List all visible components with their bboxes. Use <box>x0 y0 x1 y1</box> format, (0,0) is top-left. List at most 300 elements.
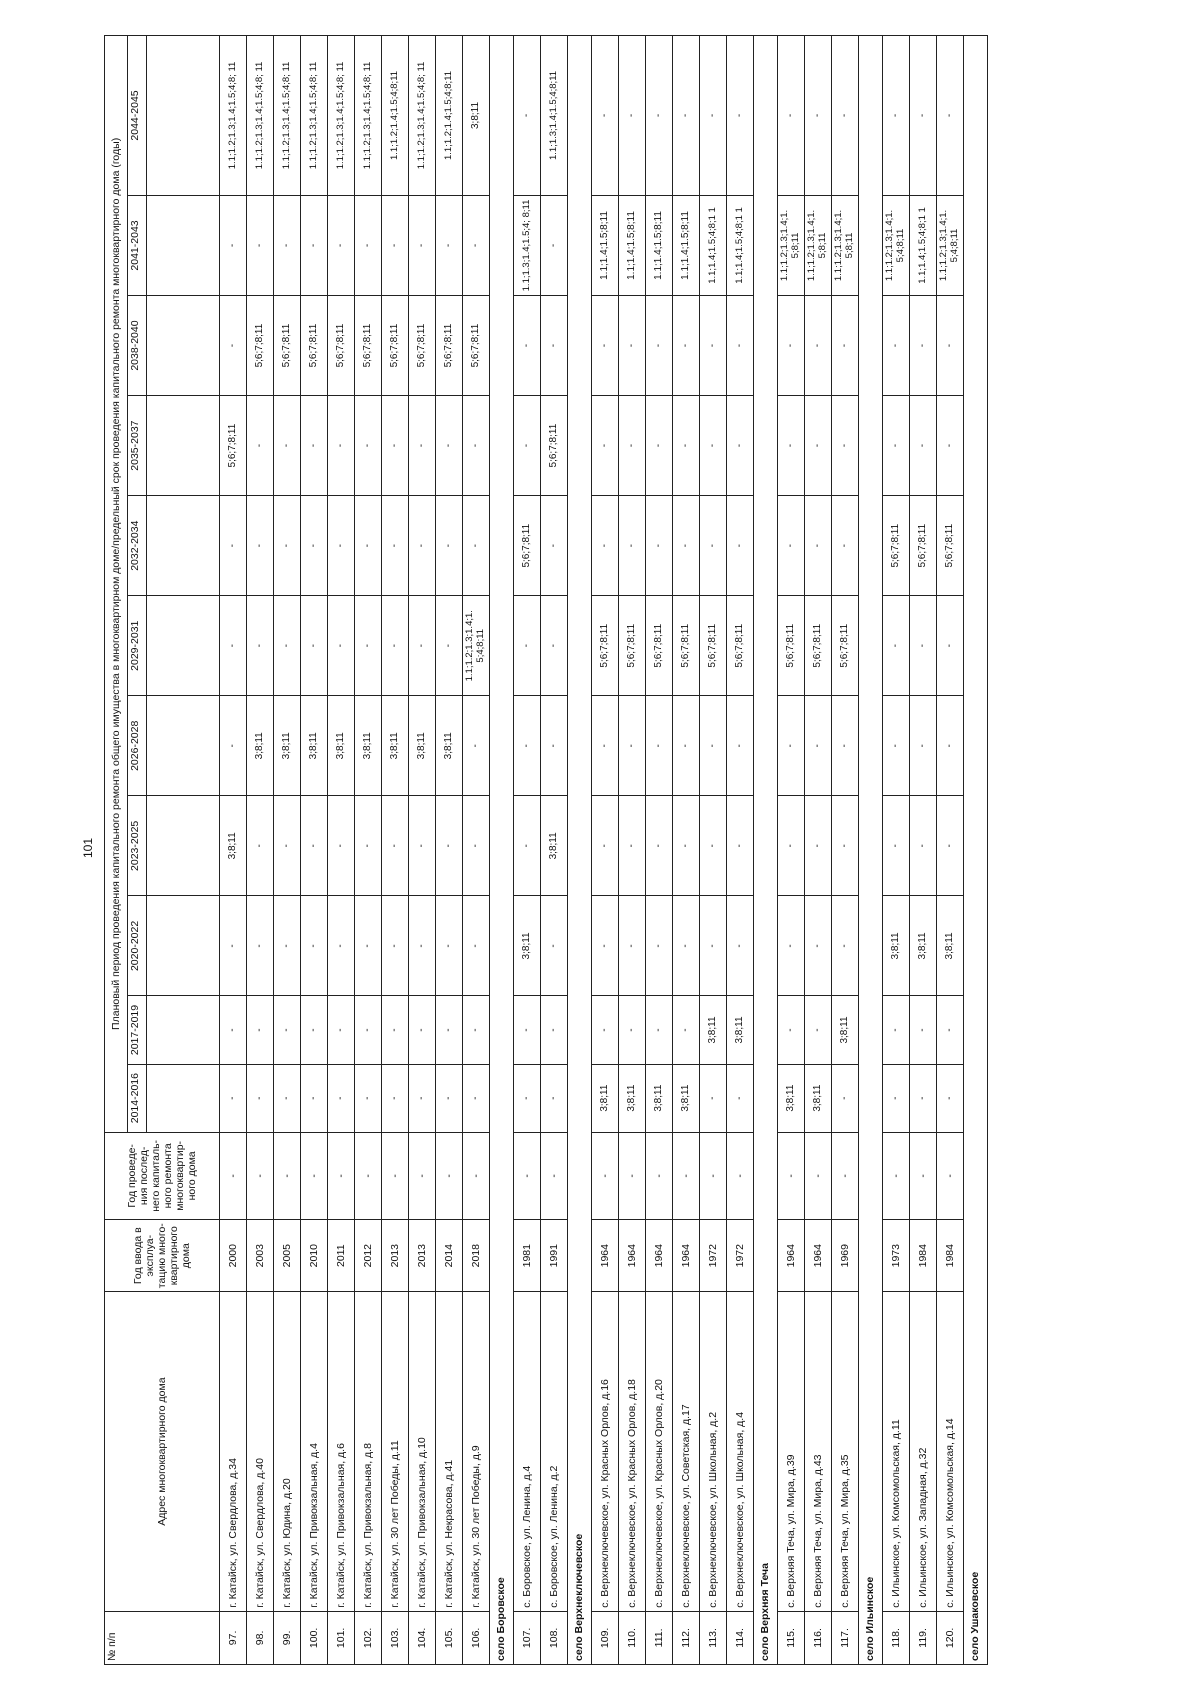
row-number: 108. <box>541 1611 568 1664</box>
row-address: г. Катайск, ул. Свердлова, д.34 <box>220 1292 247 1611</box>
row-period-cell: - <box>463 1064 490 1132</box>
row-period-cell: 1.1;1.3;1.4;1.5;4;8;11 <box>541 36 568 196</box>
row-year-last-repair: - <box>301 1132 328 1219</box>
row-period-cell: - <box>220 896 247 996</box>
row-period-cell: 3;8;11 <box>436 696 463 796</box>
row-period-cell: - <box>673 36 700 196</box>
row-period-cell: - <box>463 696 490 796</box>
row-year-commission: 1972 <box>727 1220 754 1292</box>
row-year-commission: 2014 <box>436 1220 463 1292</box>
row-period-cell: - <box>274 996 301 1064</box>
row-period-cell: - <box>673 396 700 496</box>
row-period-cell: - <box>832 36 859 196</box>
row-period-cell: - <box>301 195 328 295</box>
row-period-cell: 3;8;11 <box>619 1064 646 1132</box>
row-year-commission: 1973 <box>883 1220 910 1292</box>
row-period-cell: - <box>541 296 568 396</box>
row-period-cell: - <box>382 796 409 896</box>
row-period-cell: 3;8;11 <box>220 796 247 896</box>
row-period-cell: - <box>514 1064 541 1132</box>
row-period-cell: 1.1;1.2;1.4;1.5;4;8;11 <box>436 36 463 196</box>
row-period-cell: - <box>883 696 910 796</box>
row-year-commission: 1964 <box>778 1220 805 1292</box>
row-period-cell: 3;8;11 <box>646 1064 673 1132</box>
row-period-cell: 3;8;11 <box>274 696 301 796</box>
row-number: 98. <box>247 1611 274 1664</box>
row-period-cell: - <box>274 396 301 496</box>
row-period-cell: 5;6;7;8;11 <box>673 596 700 696</box>
row-period-cell: - <box>592 296 619 396</box>
section-row <box>490 36 514 1665</box>
row-year-commission: 1964 <box>619 1220 646 1292</box>
row-period-cell: - <box>301 596 328 696</box>
row-period-cell: - <box>778 36 805 196</box>
row-period-cell: - <box>700 496 727 596</box>
section-row <box>568 36 592 1665</box>
header-period: 2029-2031 <box>128 596 147 696</box>
row-year-commission: 1969 <box>832 1220 859 1292</box>
row-period-cell: - <box>514 996 541 1064</box>
row-number: 119. <box>910 1611 937 1664</box>
table-row <box>301 36 328 1665</box>
row-period-cell: - <box>436 996 463 1064</box>
row-period-cell: - <box>220 996 247 1064</box>
row-period-cell: - <box>673 896 700 996</box>
row-year-last-repair: - <box>646 1132 673 1219</box>
row-period-cell: - <box>355 1064 382 1132</box>
row-year-last-repair: - <box>619 1132 646 1219</box>
row-period-cell: - <box>274 796 301 896</box>
row-period-cell: 3;8;11 <box>778 1064 805 1132</box>
row-period-cell: - <box>514 596 541 696</box>
row-period-cell: - <box>673 696 700 796</box>
row-year-last-repair: - <box>910 1132 937 1219</box>
row-period-cell: 1.1;1.2;1.3;1.4;1.5;4;8; 11 <box>301 36 328 196</box>
row-period-cell: - <box>220 696 247 796</box>
table-row <box>619 36 646 1665</box>
table-row <box>247 36 274 1665</box>
row-period-cell: 1.1;1.4;1.5;8;11 <box>592 195 619 295</box>
row-period-cell: - <box>673 796 700 896</box>
row-period-cell: - <box>220 496 247 596</box>
row-period-cell: 3;8;11 <box>463 36 490 196</box>
row-address: с. Верхнеключевское, ул. Школьная, д.2 <box>700 1292 727 1611</box>
row-number: 114. <box>727 1611 754 1664</box>
row-year-last-repair: - <box>514 1132 541 1219</box>
row-period-cell: 1.1;1.4;1.5;4;8;1 1 <box>910 195 937 295</box>
row-address: г. Катайск, ул. Юдина, д.20 <box>274 1292 301 1611</box>
row-period-cell: 1.1;1.2;1.3;1.4;1. 5;4;8;11 <box>937 195 964 295</box>
row-period-cell: - <box>910 296 937 396</box>
row-period-cell: - <box>409 996 436 1064</box>
header-address: Адрес многоквартирного дома <box>105 1292 220 1611</box>
section-label: село Верхнеключевское <box>568 1292 592 1665</box>
row-period-cell: - <box>541 496 568 596</box>
row-period-cell: - <box>910 396 937 496</box>
row-period-cell: - <box>382 596 409 696</box>
row-year-last-repair: - <box>592 1132 619 1219</box>
row-number: 107. <box>514 1611 541 1664</box>
row-period-cell: - <box>592 396 619 496</box>
row-period-cell: - <box>646 996 673 1064</box>
row-year-last-repair: - <box>220 1132 247 1219</box>
section-filler <box>754 36 778 1292</box>
row-period-cell: - <box>805 396 832 496</box>
row-address: с. Боровское, ул. Ленина, д.4 <box>514 1292 541 1611</box>
row-period-cell: - <box>220 1064 247 1132</box>
row-period-cell: 3;8;11 <box>937 896 964 996</box>
row-period-cell: - <box>883 396 910 496</box>
row-period-cell: 5;6;7;8;11 <box>514 496 541 596</box>
row-period-cell: - <box>619 796 646 896</box>
header-year-commission: Год ввода в эксплуа- тацию много- квартирного дома <box>105 1220 220 1292</box>
row-period-cell: 3;8;11 <box>247 696 274 796</box>
row-address: с. Верхнеключевское, ул. Советская, д.17 <box>673 1292 700 1611</box>
row-period-cell: 3;8;11 <box>883 896 910 996</box>
row-period-cell: - <box>436 195 463 295</box>
row-period-cell: - <box>514 796 541 896</box>
row-period-cell: - <box>382 1064 409 1132</box>
row-address: с. Верхнеключевское, ул. Красных Орлов, д.20 <box>646 1292 673 1611</box>
row-period-cell: - <box>274 195 301 295</box>
row-number: 103. <box>382 1611 409 1664</box>
row-period-cell: - <box>805 996 832 1064</box>
row-period-cell: - <box>727 396 754 496</box>
row-period-cell: - <box>514 696 541 796</box>
row-year-commission: 2005 <box>274 1220 301 1292</box>
row-period-cell: - <box>301 996 328 1064</box>
row-number: 101. <box>328 1611 355 1664</box>
table-row <box>937 36 964 1665</box>
row-year-last-repair: - <box>883 1132 910 1219</box>
row-period-cell: - <box>541 195 568 295</box>
row-year-last-repair: - <box>937 1132 964 1219</box>
row-period-cell: - <box>646 896 673 996</box>
row-number: 118. <box>883 1611 910 1664</box>
row-period-cell: - <box>328 1064 355 1132</box>
header-period: 2014-2016 <box>128 1064 147 1132</box>
table-row <box>646 36 673 1665</box>
row-period-cell: - <box>778 696 805 796</box>
row-period-cell: 3;8;11 <box>541 796 568 896</box>
row-period-cell: - <box>409 796 436 896</box>
row-period-cell: - <box>910 596 937 696</box>
row-period-cell: - <box>463 996 490 1064</box>
row-period-cell: 5;6;7;8;11 <box>220 396 247 496</box>
row-period-cell: - <box>274 896 301 996</box>
row-period-cell: - <box>832 696 859 796</box>
row-period-cell: 5;6;7;8;11 <box>778 596 805 696</box>
row-period-cell: - <box>355 396 382 496</box>
section-row <box>859 36 883 1665</box>
row-number: 97. <box>220 1611 247 1664</box>
row-address: г. Катайск, ул. Некрасова, д.41 <box>436 1292 463 1611</box>
row-year-last-repair: - <box>328 1132 355 1219</box>
row-period-cell: - <box>910 696 937 796</box>
row-year-last-repair: - <box>805 1132 832 1219</box>
row-period-cell: - <box>592 896 619 996</box>
row-period-cell: - <box>700 36 727 196</box>
row-period-cell: - <box>463 195 490 295</box>
row-period-cell: - <box>883 1064 910 1132</box>
row-address: с. Верхняя Теча, ул. Мира, д.35 <box>832 1292 859 1611</box>
row-period-cell: - <box>832 296 859 396</box>
row-period-cell: 3;8;11 <box>673 1064 700 1132</box>
row-period-cell: - <box>514 36 541 196</box>
row-period-cell: 5;6;7;8;11 <box>301 296 328 396</box>
row-period-cell: - <box>247 796 274 896</box>
table-row <box>832 36 859 1665</box>
row-period-cell: - <box>832 896 859 996</box>
header-period-spacer <box>147 996 220 1064</box>
row-period-cell: - <box>274 496 301 596</box>
row-period-cell: - <box>409 195 436 295</box>
row-year-last-repair: - <box>673 1132 700 1219</box>
header-year-last-repair: Год проведе- ния послед- него капиталь- ного ремонта многоквартир- ного дома <box>105 1132 220 1219</box>
row-period-cell: - <box>832 796 859 896</box>
header-period-spacer <box>147 396 220 496</box>
row-period-cell: - <box>355 996 382 1064</box>
row-period-cell: - <box>247 1064 274 1132</box>
table-row <box>382 36 409 1665</box>
row-year-commission: 2012 <box>355 1220 382 1292</box>
row-period-cell: - <box>805 696 832 796</box>
row-period-cell: - <box>619 396 646 496</box>
table-row <box>328 36 355 1665</box>
row-number: 113. <box>700 1611 727 1664</box>
row-period-cell: - <box>937 796 964 896</box>
table-row <box>220 36 247 1665</box>
page-number: 101 <box>81 837 95 859</box>
row-year-last-repair: - <box>700 1132 727 1219</box>
row-year-commission: 2011 <box>328 1220 355 1292</box>
section-filler <box>859 36 883 1292</box>
row-period-cell: - <box>700 1064 727 1132</box>
row-period-cell: 5;6;7;8;11 <box>328 296 355 396</box>
row-number: 104. <box>409 1611 436 1664</box>
row-period-cell: 3;8;11 <box>832 996 859 1064</box>
table-body <box>220 36 988 1665</box>
row-period-cell: - <box>301 496 328 596</box>
row-period-cell: - <box>619 996 646 1064</box>
row-period-cell: - <box>355 195 382 295</box>
table-row <box>883 36 910 1665</box>
row-year-commission: 1991 <box>541 1220 568 1292</box>
row-number: 111. <box>646 1611 673 1664</box>
row-period-cell: - <box>541 596 568 696</box>
row-number: 105. <box>436 1611 463 1664</box>
row-period-cell: - <box>832 396 859 496</box>
row-period-cell: - <box>727 496 754 596</box>
row-period-cell: - <box>937 996 964 1064</box>
row-year-commission: 1964 <box>592 1220 619 1292</box>
row-period-cell: - <box>700 396 727 496</box>
row-period-cell: - <box>937 1064 964 1132</box>
row-year-last-repair: - <box>463 1132 490 1219</box>
section-label: село Ильинское <box>859 1292 883 1665</box>
row-period-cell: - <box>937 296 964 396</box>
header-period-spacer <box>147 596 220 696</box>
row-period-cell: 3;8;11 <box>700 996 727 1064</box>
row-period-cell: - <box>436 1064 463 1132</box>
header-period: 2041-2043 <box>128 195 147 295</box>
row-year-commission: 1984 <box>937 1220 964 1292</box>
row-number: 109. <box>592 1611 619 1664</box>
row-year-commission: 2018 <box>463 1220 490 1292</box>
row-period-cell: - <box>382 396 409 496</box>
row-year-commission: 1964 <box>805 1220 832 1292</box>
header-period-spacer <box>147 696 220 796</box>
row-address: г. Катайск, ул. Привокзальная, д.6 <box>328 1292 355 1611</box>
row-period-cell: - <box>592 496 619 596</box>
row-period-cell: 5;6;7;8;11 <box>700 596 727 696</box>
row-period-cell: - <box>883 296 910 396</box>
row-period-cell: - <box>592 696 619 796</box>
row-period-cell: - <box>910 796 937 896</box>
row-period-cell: - <box>646 296 673 396</box>
row-period-cell: - <box>436 796 463 896</box>
row-period-cell: - <box>247 396 274 496</box>
row-period-cell: 1.1;1.2;1.3;1.4;1.5;4;8; 11 <box>409 36 436 196</box>
row-period-cell: - <box>910 36 937 196</box>
row-period-cell: - <box>355 596 382 696</box>
row-period-cell: - <box>220 596 247 696</box>
row-period-cell: 1.1;1.2;1.3;1.4;1. 5;4;8;11 <box>883 195 910 295</box>
row-period-cell: - <box>646 36 673 196</box>
row-year-commission: 2013 <box>409 1220 436 1292</box>
row-period-cell: - <box>619 296 646 396</box>
row-period-cell: 1.1;1.2;1.3;1.4;1.5;4;8; 11 <box>247 36 274 196</box>
row-period-cell: - <box>778 796 805 896</box>
table-row <box>592 36 619 1665</box>
header-plan-period: Плановый период проведения капитального ремонта общего имущества в многоквартирном доме/предельный срок проведения капитального ремонта многоквартирного дома (годы) <box>105 36 128 1133</box>
row-year-last-repair: - <box>541 1132 568 1219</box>
header-period: 2020-2022 <box>128 896 147 996</box>
row-address: г. Катайск, ул. Привокзальная, д.10 <box>409 1292 436 1611</box>
row-year-last-repair: - <box>727 1132 754 1219</box>
section-label: село Ушаковское <box>964 1292 988 1665</box>
row-address: с. Ильинское, ул. Комсомольская, д.14 <box>937 1292 964 1611</box>
row-period-cell: - <box>673 496 700 596</box>
row-period-cell: - <box>382 896 409 996</box>
row-period-cell: - <box>727 796 754 896</box>
row-period-cell: 1.1;1.2;1.3;1.4;1. 5;8;11 <box>832 195 859 295</box>
section-label: село Боровское <box>490 1292 514 1665</box>
row-period-cell: - <box>727 1064 754 1132</box>
row-period-cell: - <box>778 396 805 496</box>
row-period-cell: 1.1;1.4;1.5;8;11 <box>673 195 700 295</box>
row-period-cell: 3;8;11 <box>301 696 328 796</box>
table-row <box>778 36 805 1665</box>
row-period-cell: 3;8;11 <box>355 696 382 796</box>
row-period-cell: - <box>619 36 646 196</box>
row-period-cell: - <box>727 296 754 396</box>
row-period-cell: - <box>382 996 409 1064</box>
row-period-cell: - <box>727 696 754 796</box>
row-period-cell: 5;6;7;8;11 <box>247 296 274 396</box>
row-period-cell: 3;8;11 <box>514 896 541 996</box>
row-year-commission: 2003 <box>247 1220 274 1292</box>
row-period-cell: - <box>328 496 355 596</box>
row-period-cell: - <box>910 996 937 1064</box>
row-period-cell: 3;8;11 <box>382 696 409 796</box>
row-period-cell: - <box>274 1064 301 1132</box>
row-period-cell: - <box>646 696 673 796</box>
table-row <box>541 36 568 1665</box>
row-period-cell: 1.1;1.4;1.5;4;8;1 1 <box>700 195 727 295</box>
row-period-cell: 3;8;11 <box>910 896 937 996</box>
row-period-cell: - <box>805 36 832 196</box>
row-period-cell: 5;6;7;8;11 <box>883 496 910 596</box>
row-period-cell: - <box>409 896 436 996</box>
row-period-cell: - <box>778 896 805 996</box>
row-period-cell: 5;6;7;8;11 <box>832 596 859 696</box>
header-period-spacer <box>147 296 220 396</box>
row-period-cell: 5;6;7;8;11 <box>355 296 382 396</box>
section-label: село Верхняя Теча <box>754 1292 778 1665</box>
row-period-cell: - <box>937 696 964 796</box>
header-period: 2017-2019 <box>128 996 147 1064</box>
row-number: 110. <box>619 1611 646 1664</box>
section-filler <box>490 36 514 1292</box>
row-period-cell: - <box>247 496 274 596</box>
row-period-cell: - <box>382 496 409 596</box>
row-period-cell: - <box>805 496 832 596</box>
row-period-cell: - <box>436 496 463 596</box>
row-period-cell: - <box>592 796 619 896</box>
row-address: с. Ильинское, ул. Западная, д.32 <box>910 1292 937 1611</box>
row-period-cell: - <box>937 36 964 196</box>
table-row <box>805 36 832 1665</box>
table-row <box>355 36 382 1665</box>
row-period-cell: 1.1;1.2;1.3;1.4;1. 5;4;8;11 <box>463 596 490 696</box>
row-period-cell: - <box>778 296 805 396</box>
row-year-commission: 2010 <box>301 1220 328 1292</box>
row-period-cell: 5;6;7;8;11 <box>646 596 673 696</box>
row-period-cell: 1.1;1.4;1.5;8;11 <box>646 195 673 295</box>
row-period-cell: 3;8;11 <box>727 996 754 1064</box>
row-period-cell: 5;6;7;8;11 <box>436 296 463 396</box>
row-period-cell: - <box>673 296 700 396</box>
row-address: с. Ильинское, ул. Комсомольская, д.11 <box>883 1292 910 1611</box>
row-period-cell: - <box>514 296 541 396</box>
row-period-cell: - <box>463 896 490 996</box>
row-period-cell: 5;6;7;8;11 <box>463 296 490 396</box>
header-period: 2032-2034 <box>128 496 147 596</box>
row-address: с. Боровское, ул. Ленина, д.2 <box>541 1292 568 1611</box>
row-period-cell: - <box>301 396 328 496</box>
row-period-cell: - <box>355 896 382 996</box>
row-period-cell: - <box>301 1064 328 1132</box>
row-period-cell: - <box>436 596 463 696</box>
row-number: 106. <box>463 1611 490 1664</box>
row-year-commission: 1964 <box>646 1220 673 1292</box>
row-period-cell: - <box>727 36 754 196</box>
header-period-spacer <box>147 36 220 196</box>
row-number: 117. <box>832 1611 859 1664</box>
row-period-cell: - <box>328 996 355 1064</box>
row-year-last-repair: - <box>247 1132 274 1219</box>
row-year-commission: 1984 <box>910 1220 937 1292</box>
row-period-cell: - <box>700 296 727 396</box>
row-year-commission: 2013 <box>382 1220 409 1292</box>
table-row <box>463 36 490 1665</box>
row-period-cell: 1.1;1.3;1.4;1.5;4; 8;11 <box>514 195 541 295</box>
row-period-cell: - <box>778 496 805 596</box>
row-address: г. Катайск, ул. Привокзальная, д.4 <box>301 1292 328 1611</box>
row-address: г. Катайск, ул. Свердлова, д.40 <box>247 1292 274 1611</box>
row-address: г. Катайск, ул. Привокзальная, д.8 <box>355 1292 382 1611</box>
